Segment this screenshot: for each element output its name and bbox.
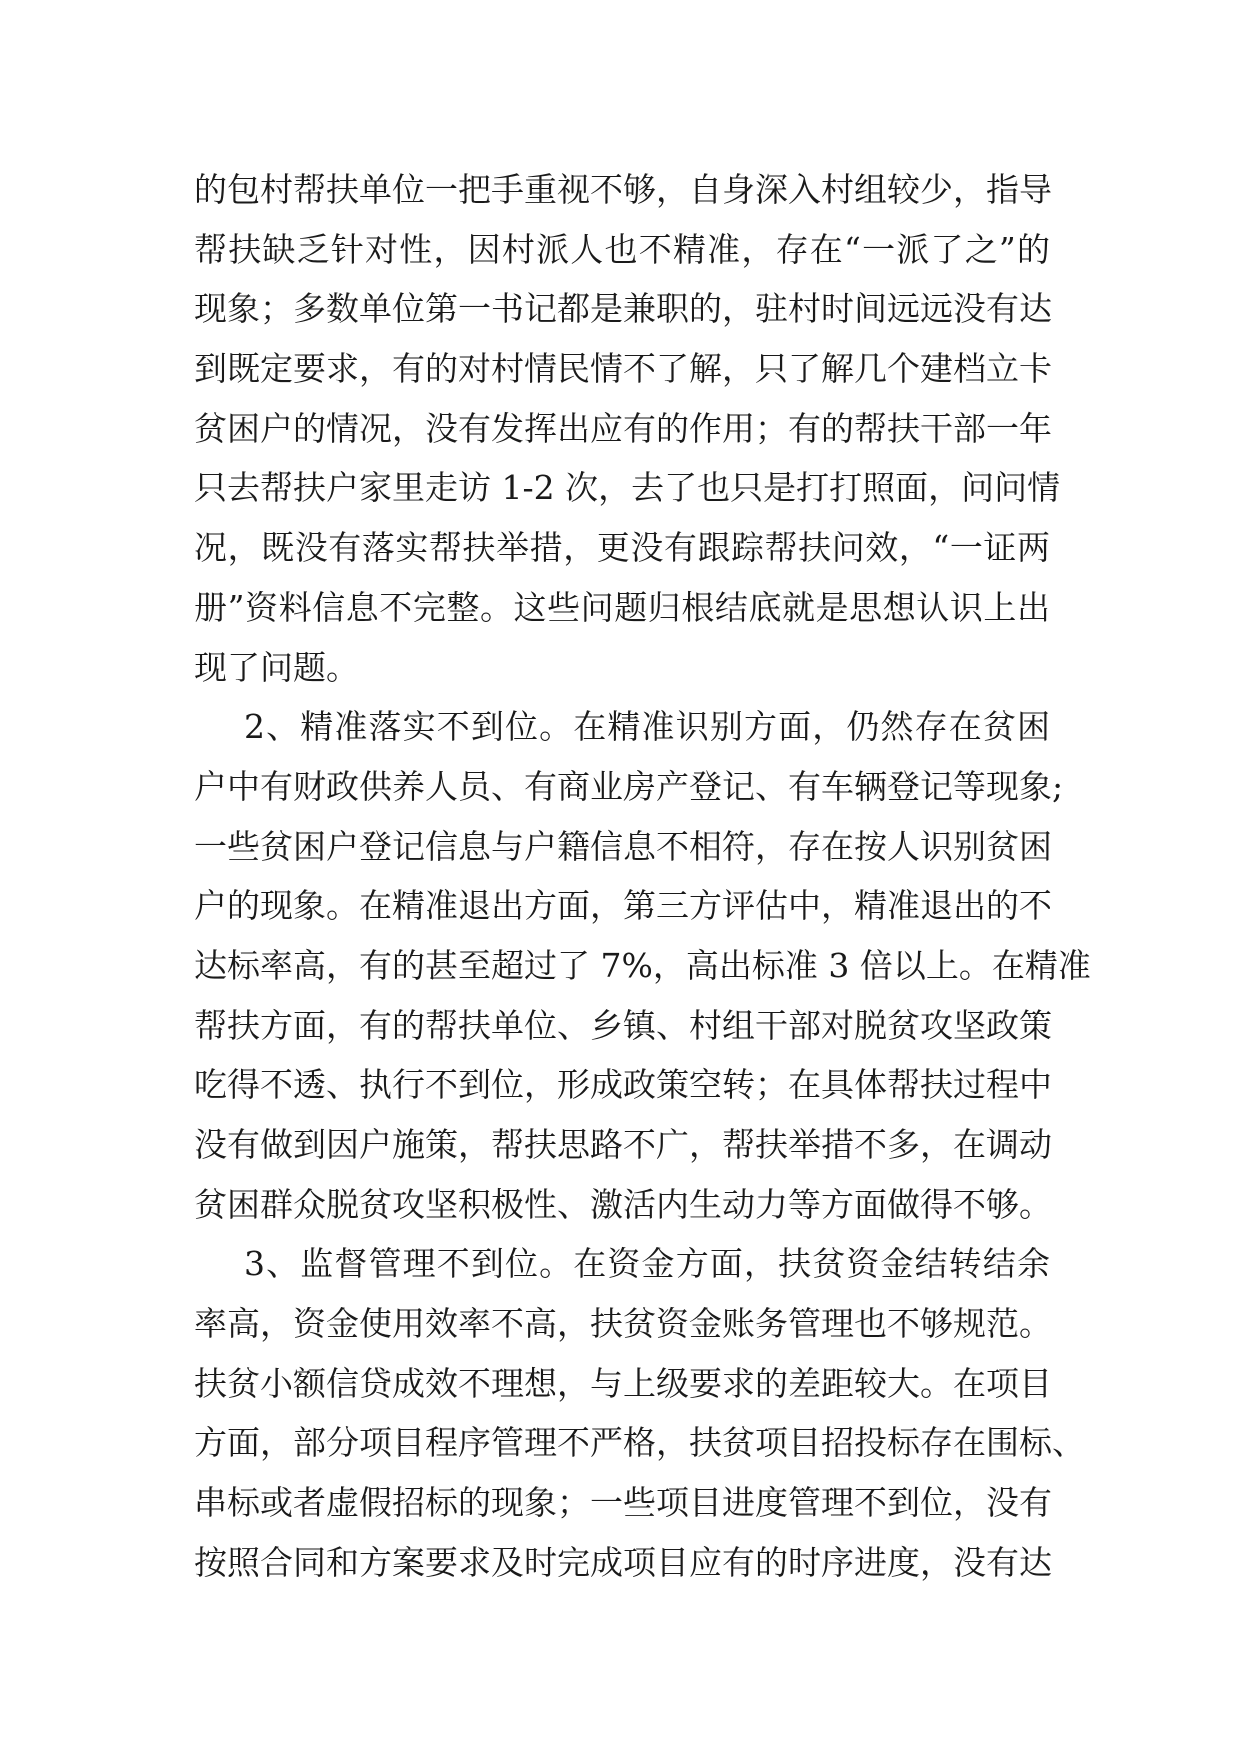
text-line: 没有做到因户施策，帮扶思路不广，帮扶举措不多，在调动 xyxy=(194,1125,1052,1164)
text-line: 帮扶方面，有的帮扶单位、乡镇、村组干部对脱贫攻坚政策 xyxy=(194,1005,1052,1045)
text-line: 只去帮扶户家里走访 1-2 次，去了也只是打打照面，问问情 xyxy=(194,468,1061,508)
text-line: 率高，资金使用效率不高，扶贫资金账务管理也不够规范。 xyxy=(194,1304,1052,1344)
body-text xyxy=(194,160,1091,1593)
text-line: 户的现象。在精准退出方面，第三方评估中，精准退出的不 xyxy=(194,886,1052,926)
paragraph-heading-line: 3、监督管理不到位。在资金方面，扶贫资金结转结余 xyxy=(244,1244,1050,1284)
text-line: 串标或者虚假招标的现象；一些项目进度管理不到位，没有 xyxy=(194,1483,1052,1523)
text-line: 方面，部分项目程序管理不严格，扶贫项目招投标存在围标、 xyxy=(194,1423,1085,1463)
text-line: 现象；多数单位第一书记都是兼职的，驻村时间远远没有达 xyxy=(194,289,1052,329)
text-line: 现了问题。 xyxy=(194,647,359,687)
paragraph-heading-line: 2、精准落实不到位。在精准识别方面，仍然存在贫困 xyxy=(244,707,1050,747)
text-line: 吃得不透、执行不到位，形成政策空转；在具体帮扶过程中 xyxy=(194,1065,1052,1105)
text-line: 扶贫小额信贷成效不理想，与上级要求的差距较大。在项目 xyxy=(194,1363,1052,1403)
text-line: 一些贫困户登记信息与户籍信息不相符，存在按人识别贫困 xyxy=(194,826,1052,866)
text-line: 按照合同和方案要求及时完成项目应有的时序进度，没有达 xyxy=(194,1542,1052,1582)
text-line: 到既定要求，有的对村情民情不了解，只了解几个建档立卡 xyxy=(194,349,1052,389)
text-line: 的包村帮扶单位一把手重视不够，自身深入村组较少，指导 xyxy=(194,170,1052,209)
text-line: 贫困群众脱贫攻坚积极性、激活内生动力等方面做得不够。 xyxy=(194,1184,1052,1224)
text-line: 户中有财政供养人员、有商业房产登记、有车辆登记等现象; xyxy=(194,766,1064,806)
text-line: 册”资料信息不完整。这些问题归根结底就是思想认识上出 xyxy=(194,587,1050,627)
text-line: 达标率高，有的甚至超过了 7%，高出标准 3 倍以上。在精准 xyxy=(194,945,1091,985)
text-line: 帮扶缺乏针对性，因村派人也不精准，存在“一派了之”的 xyxy=(194,229,1050,269)
text-line: 贫困户的情况，没有发挥出应有的作用；有的帮扶干部一年 xyxy=(194,408,1052,448)
text-line: 况，既没有落实帮扶举措，更没有跟踪帮扶问效，“一证两 xyxy=(194,528,1050,568)
